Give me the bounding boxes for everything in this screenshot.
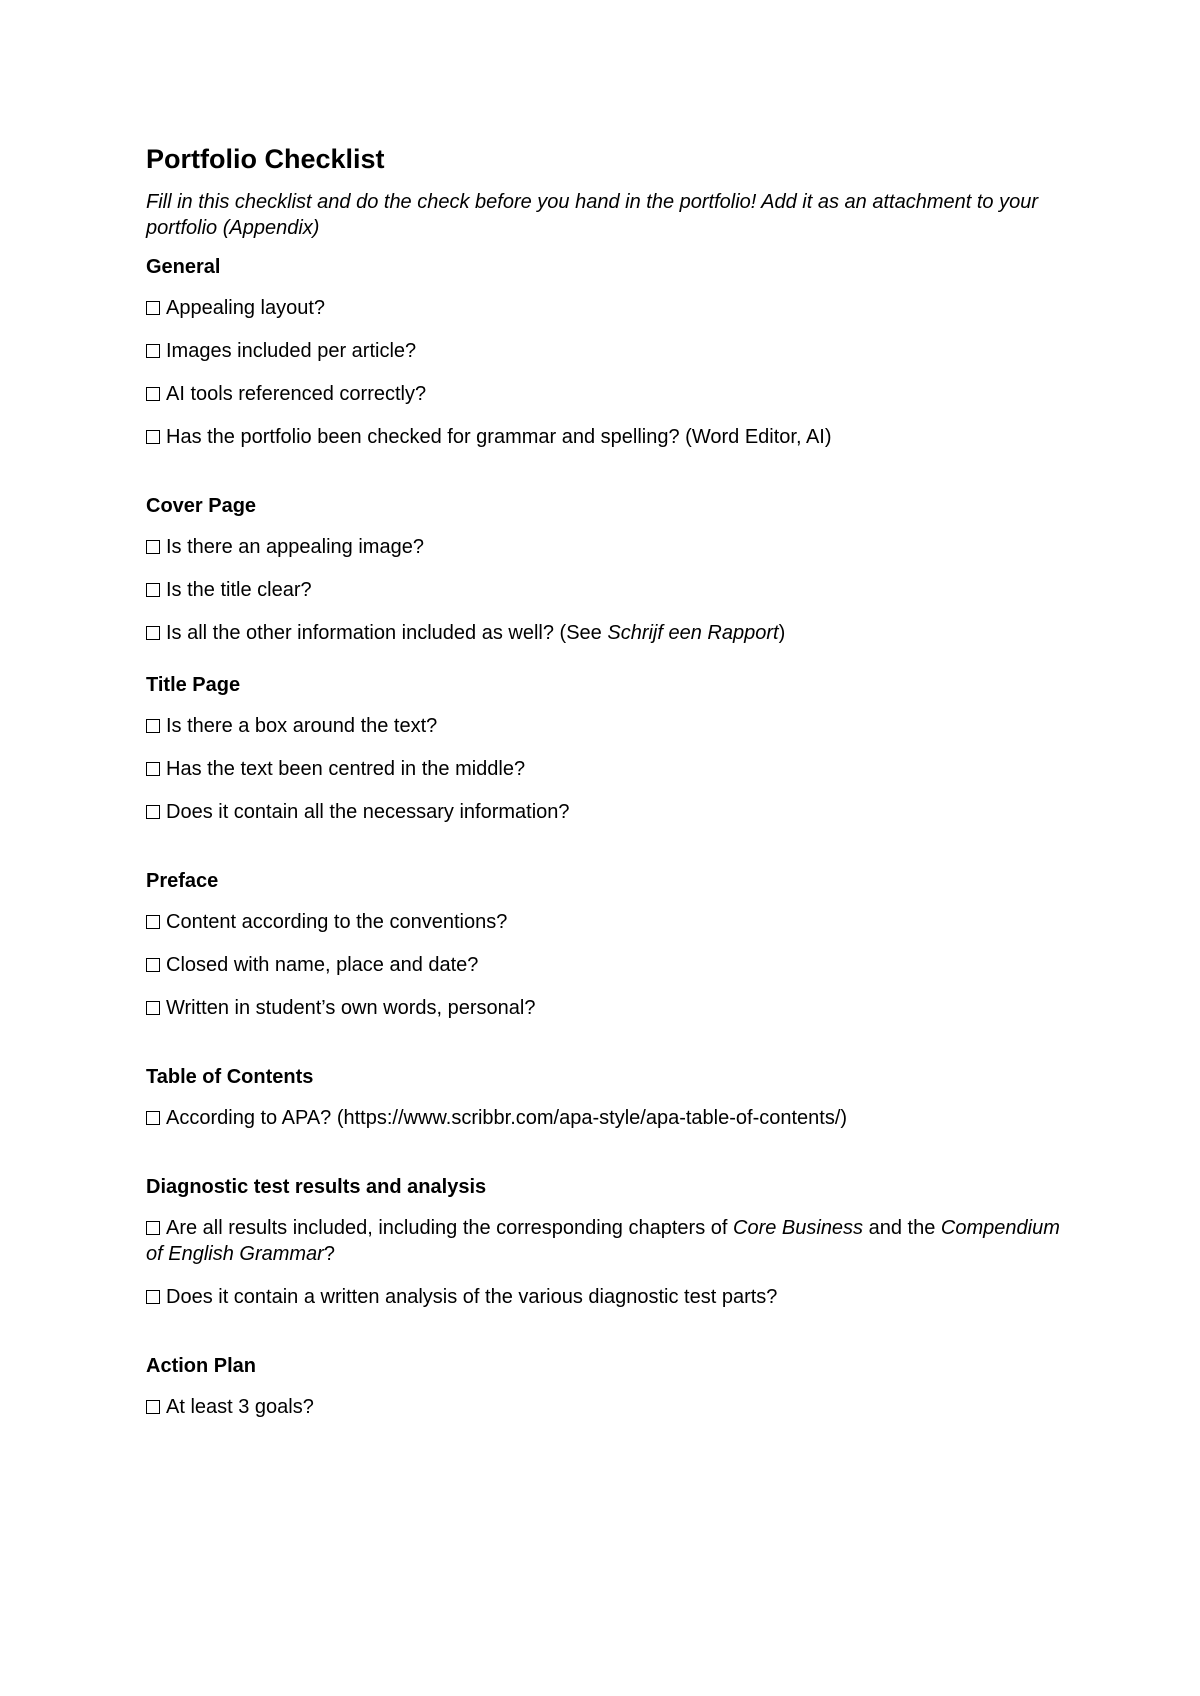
spacer <box>146 1131 1066 1174</box>
book-title: Core Business <box>733 1217 864 1240</box>
checklist <box>146 295 1066 450</box>
section-heading: Cover Page <box>146 495 257 518</box>
section-heading: Preface <box>146 870 219 893</box>
checklist <box>146 1215 1066 1310</box>
checklist-item <box>146 295 1066 321</box>
checklist-item <box>146 1105 1066 1131</box>
checklist <box>146 534 1066 646</box>
checklist-item-label: Written in student’s own words, personal? <box>166 997 536 1020</box>
section-cover-page <box>146 493 1066 646</box>
checklist-item <box>146 756 1066 782</box>
checkbox[interactable] <box>146 915 160 929</box>
checkbox[interactable] <box>146 626 160 640</box>
intro-text: Fill in this checklist and do the check before you hand in the portfolio! Add it as an attachment to your portfolio (Appendix) <box>146 191 1038 240</box>
checklist-item <box>146 995 1066 1021</box>
section-preface <box>146 868 1066 1021</box>
checklist <box>146 713 1066 825</box>
checklist-item <box>146 1284 1066 1310</box>
checklist-item-label: Images included per article? <box>166 340 417 363</box>
checklist-item-label: Has the portfolio been checked for grammar and spelling? (Word Editor, AI) <box>166 426 832 449</box>
checklist <box>146 909 1066 1021</box>
page-title: Portfolio Checklist <box>146 144 385 174</box>
checkbox[interactable] <box>146 344 160 358</box>
checklist-item <box>146 799 1066 825</box>
spacer <box>146 1310 1066 1353</box>
checklist-item <box>146 909 1066 935</box>
book-title: Compendium of English Grammar <box>146 1217 1060 1266</box>
checkbox[interactable] <box>146 430 160 444</box>
checkbox[interactable] <box>146 958 160 972</box>
section-heading: General <box>146 256 221 279</box>
checklist-item <box>146 381 1066 407</box>
document-page <box>146 143 1066 1420</box>
checklist-item-label: Closed with name, place and date? <box>166 954 479 977</box>
spacer <box>146 1021 1066 1064</box>
section-action-plan <box>146 1353 1066 1420</box>
checkbox[interactable] <box>146 583 160 597</box>
checklist-item <box>146 424 1066 450</box>
checklist-item-label: Is all the other information included as well? (See <box>166 622 608 645</box>
section-table-of-contents <box>146 1064 1066 1131</box>
checklist-item-label: Appealing layout? <box>166 297 326 320</box>
document-reference: Schrijf een Rapport <box>607 622 779 645</box>
checkbox[interactable] <box>146 1001 160 1015</box>
checkbox[interactable] <box>146 1111 160 1125</box>
checklist-item-label: Is the title clear? <box>166 579 312 602</box>
checkbox[interactable] <box>146 301 160 315</box>
section-heading: Diagnostic test results and analysis <box>146 1176 487 1199</box>
checklist-item-label: Has the text been centred in the middle? <box>166 758 526 781</box>
checklist-item-label-suffix: ) <box>778 622 786 645</box>
checkbox[interactable] <box>146 762 160 776</box>
checklist-item-label: At least 3 goals? <box>166 1396 314 1419</box>
checklist-item-label-mid: and the <box>863 1217 941 1240</box>
checklist-item <box>146 534 1066 560</box>
checklist-item-label: Are all results included, including the corresponding chapters of <box>166 1217 733 1240</box>
checklist-item <box>146 1394 1066 1420</box>
checklist-item <box>146 577 1066 603</box>
checklist-item-label: Is there a box around the text? <box>166 715 438 738</box>
checkbox[interactable] <box>146 719 160 733</box>
checklist-item-label-suffix: ? <box>323 1243 335 1266</box>
section-title-page <box>146 672 1066 825</box>
checklist-item-label: According to APA? (https://www.scribbr.com/apa-style/apa-table-of-contents/) <box>166 1107 848 1130</box>
checklist-item-label: Does it contain all the necessary information? <box>166 801 570 824</box>
section-heading: Title Page <box>146 674 241 697</box>
checkbox[interactable] <box>146 387 160 401</box>
checklist <box>146 1394 1066 1420</box>
checklist <box>146 1105 1066 1131</box>
section-heading: Action Plan <box>146 1355 257 1378</box>
section-heading: Table of Contents <box>146 1066 314 1089</box>
checklist-item-label: Does it contain a written analysis of the various diagnostic test parts? <box>166 1286 778 1309</box>
checklist-item-label: Content according to the conventions? <box>166 911 508 934</box>
checklist-item <box>146 1215 1066 1267</box>
checklist-item-label: Is there an appealing image? <box>166 536 424 559</box>
section-general <box>146 254 1066 450</box>
spacer <box>146 825 1066 868</box>
checkbox[interactable] <box>146 1400 160 1414</box>
spacer <box>146 646 1066 672</box>
checklist-item <box>146 620 1066 646</box>
spacer <box>146 450 1066 493</box>
checkbox[interactable] <box>146 1221 160 1235</box>
checklist-item <box>146 713 1066 739</box>
section-diagnostic <box>146 1174 1066 1310</box>
checklist-item <box>146 338 1066 364</box>
checkbox[interactable] <box>146 1290 160 1304</box>
checkbox[interactable] <box>146 540 160 554</box>
checklist-item <box>146 952 1066 978</box>
checklist-item-label: AI tools referenced correctly? <box>166 383 427 406</box>
checkbox[interactable] <box>146 805 160 819</box>
